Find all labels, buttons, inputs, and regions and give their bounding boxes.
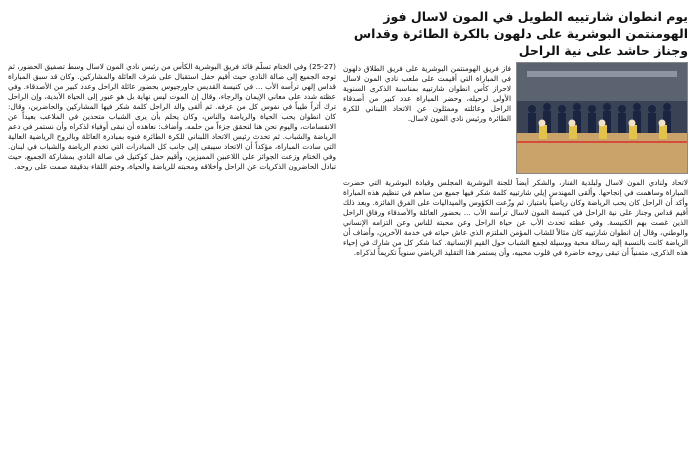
team-photo-image (517, 63, 687, 173)
article-column-right-top (343, 64, 511, 176)
paragraph: (25-27) وفي الختام تسلّم قائد فريق البوشرية الكأس من رئيس نادي المون لاسال وسط تصفيق الحضور، ثم توجه الجميع إلى صالة النادي حيث أقيم حفل استقبال على شرف العائلة والمشاركين. وكان قد سبق المباراة قداس إلهي ترأسه الأب ... في كنيسة القديس جاورجيوس بحضور عائلة الراحل وعدد كبير من الأصدقاء. وفي عظته شدد على معاني الإيمان والرجاء، وقال إن الموت ليس نهاية بل هو عبور إلى الحياة الأبدية، وإن الراحل ترك أثراً طيباً في نفوس كل من عرفه. ثم ألقى والد الراحل كلمة شكر فيها المشاركين والحاضرين، وقال: كان انطوان يحب الحياة والرياضة والناس، وكان يحلم بأن يرى الشباب متحدين في الملاعب بعيداً عن الانقسامات، واليوم نحن هنا لنحقق جزءاً من حلمه. وأضاف: نعاهده أن نبقى أوفياء لذكراه وأن نستمر في دعم الرياضة والشباب. ثم تحدث رئيس الاتحاد اللبناني للكرة الطائرة فنوه بمبادرة العائلة وبالروح الرياضية العالية التي سادت المباراة، مؤكداً أن الاتحاد سيبقى إلى جانب كل المبادرات التي تخدم الرياضة والشباب في لبنان. وفي الختام وزعت الجوائز على اللاعبين المميزين، وأقيم حفل كوكتيل في صالة النادي بمشاركة الجميع، حيث تبادل الحاضرون الذكريات عن الراحل وأخلاقه ومحبته للرياضة والحياة، وختم اللقاء بدقيقة صمت على روحه. (8, 62, 336, 171)
article-headline: يوم انطوان شارتييه الطويل في المون لاسال فوز الهومنتمن البوشرية على دلهون بالكرة الطائرة وقداس وجناز حاشد على نية الراحل (353, 9, 688, 58)
article-column-left (8, 62, 336, 448)
paragraph: لاتحاد ولنادي المون لاسال ولبلدية الفنار، والشكر أيضاً للجنة البوشرية المجلس وقيادة البوشرية التي حضرت المباراة وساهمت في إنجاحها. وألقى المهندس إيلي شارتييه كلمة شكر فيها جميع من ساهم في تنظيم هذه المباراة وأكد أن الراحل كان يحب الرياضة وكان رياضياً بامتياز، ثم وزّعت الكؤوس والميداليات على الفرق الفائزة. وبعد ذلك أقيم قداس وجناز على نية الراحل في كنيسة المون لاسال ترأسه الأب ... بحضور العائلة والأصدقاء ورفاق الراحل الذين غصت بهم الكنيسة. وفي عظته تحدث الأب عن حياة الراحل وعن محبته للناس وعن التزامه الإنساني والوطني، وقال إن انطوان شارتييه كان مثالاً للشاب المؤمن الملتزم الذي عاش حياته في خدمة الآخرين، وأضاف أن الرياضة كانت بالنسبة إليه رسالة محبة ووسيلة لجمع الشباب حول القيم الإنسانية. كما شكر كل من شارك في إحياء هذه الذكرى، متمنياً أن تبقى روحه حاضرة في قلوب محبيه، وأن يستمر هذا التقليد الرياضي سنوياً تكريماً لذكراه. (343, 178, 688, 257)
paragraph: فاز فريق الهومنتمن البوشرية على فريق الطلاق دلهون في المباراة التي أقيمت على ملعب نادي المون لاسال لاحراز كأس انطوان شارتييه بمناسبة الذكرى السنوية الأولى لرحيله، وحضر المباراة عدد كبير من أصدقاء الراحل وعائلته وممثلون عن الاتحاد اللبناني للكرة الطائرة ورئيس نادي المون لاسال. (343, 64, 511, 123)
team-photo (516, 62, 688, 174)
article-column-right-bottom (343, 178, 688, 448)
